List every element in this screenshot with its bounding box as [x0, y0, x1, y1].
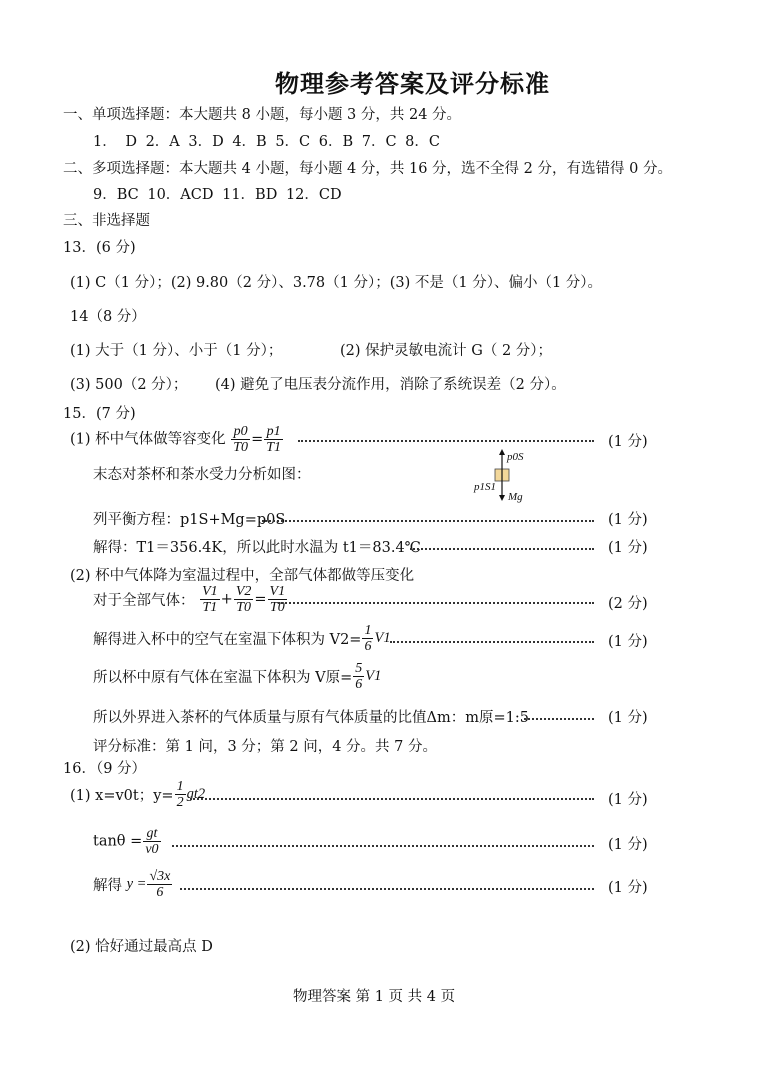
section1-answers: 1． D 2．A 3．D 4．B 5．C 6．B 7．C 8．C [93, 134, 440, 150]
section2-answers: 9．BC 10．ACD 11．BD 12．CD [93, 187, 342, 203]
q15-all-gas-text: 对于全部气体： [93, 593, 195, 609]
q15-enter [93, 623, 391, 654]
q15-all-gas: 对于全部气体： $\frac{V1}{T1}$ + $\frac{V2}{T0}$ = $\frac{V1}{T0}$ [93, 584, 286, 615]
q16-part1-tail: gt2 [186, 786, 206, 802]
score-label: (1 分) [608, 837, 648, 853]
q15-grading: 评分标准：第 1 问，3 分；第 2 问，4 分。共 7 分。 [93, 739, 437, 755]
q15-solve: 解得：T1＝356.4K，所以此时水温为 t1＝83.4℃ [93, 540, 421, 556]
score-label: (1 分) [608, 792, 648, 808]
force-label-bottom: Mg [508, 491, 523, 503]
leader-dots [190, 796, 594, 800]
leader-dots [262, 518, 594, 522]
leader-dots [278, 600, 594, 604]
q15-heading: 15．(7 分) [63, 406, 136, 422]
q15-analysis: 末态对茶杯和茶水受力分析如图： [93, 467, 311, 483]
leader-dots [390, 639, 594, 643]
score-label: (1 分) [608, 434, 648, 450]
force-label-top: p0S [507, 451, 524, 463]
q15-part1: (1) 杯中气体做等容变化 $\frac{p0}{T0}$ = $\frac{p1}{T1}$ [70, 424, 282, 455]
page-footer: 物理答案 第 1 页 共 4 页 [293, 989, 456, 1005]
fraction: $\frac{V1}{T1}$ [202, 584, 218, 615]
section3-heading: 三、非选择题 [63, 213, 150, 229]
q16-part1 [70, 779, 205, 810]
q16-solution [93, 869, 173, 900]
q13-heading: 13．(6 分) [63, 240, 136, 256]
q14-answer-3: (3) 500（2 分）； [70, 377, 188, 393]
q15-balance: 列平衡方程：p1S+Mg=p0S [93, 512, 286, 528]
q15-enter-text: 解得进入杯中的空气在室温下体积为 V2= [93, 632, 362, 648]
q16-heading: 16．（9 分） [63, 761, 147, 777]
q15-part1-text: (1) 杯中气体做等容变化 [70, 431, 226, 448]
q15-ratio: 所以外界进入茶杯的气体质量与原有气体质量的比值Δm：m原=1:5 [93, 710, 529, 726]
q15-orig-tail: V1 [365, 668, 382, 684]
q16-part1-text: (1) x=v0t；y= [70, 788, 174, 804]
fraction: $\frac{p0}{T0}$ [233, 424, 249, 455]
score-label: (1 分) [608, 512, 648, 528]
fraction: $\frac{1}{2}$ [176, 779, 184, 810]
fraction: $\frac{V2}{T0}$ [235, 584, 252, 615]
score-label: (1 分) [608, 880, 648, 896]
fraction: $\frac{√3x}{6}$ [149, 869, 171, 900]
section1-heading: 一、单项选择题：本大题共 8 小题，每小题 3 分，共 24 分。 [63, 107, 462, 123]
q16-solution-text: 解得 [93, 878, 122, 894]
q16-tan-text: tanθ = [93, 833, 143, 850]
q15-orig [93, 661, 381, 692]
q15-orig-text: 所以杯中原有气体在室温下体积为 V原= [93, 670, 353, 686]
fraction: $\frac{5}{6}$ [355, 661, 363, 692]
score-label: (1 分) [608, 710, 648, 726]
score-label: (2 分) [608, 596, 648, 612]
fraction: $\frac{p1}{T1}$ [266, 424, 282, 455]
q14-answer-1: (1) 大于（1 分）、小于（1 分）； [70, 343, 283, 359]
score-label: (1 分) [608, 540, 648, 556]
force-diagram [470, 447, 540, 507]
q15-enter-tail: V1 [374, 630, 391, 646]
leader-dots [180, 886, 594, 890]
fraction: $\frac{gt}{v0}$ [145, 826, 159, 857]
q13-answer: (1) C（1 分）；(2) 9.80（2 分）、3.78（1 分）；(3) 不是（1 分）、偏小（1 分）。 [70, 275, 603, 291]
q15-part2: (2) 杯中气体降为室温过程中，全部气体都做等压变化 [70, 568, 415, 584]
score-label: (1 分) [608, 634, 648, 650]
q14-answer-4: (4) 避免了电压表分流作用，消除了系统误差（2 分）。 [215, 377, 566, 393]
fraction: $\frac{V1}{T0}$ [269, 584, 286, 615]
section2-heading: 二、多项选择题：本大题共 4 小题，每小题 4 分，共 16 分，选不全得 2 分，有选错得 0 分。 [63, 161, 672, 177]
leader-dots [298, 438, 594, 442]
leader-dots [410, 546, 594, 550]
fraction: $\frac{1}{6}$ [364, 623, 372, 654]
q16-part2: (2) 恰好通过最高点 D [70, 939, 213, 955]
q16-solution-lhs: y = [126, 876, 147, 892]
leader-dots [172, 843, 594, 847]
leader-dots [524, 716, 594, 720]
force-diagram-svg [470, 447, 540, 507]
page-title: 物理参考答案及评分标准 [275, 69, 550, 98]
force-label-left: p1S1 [474, 481, 496, 493]
q16-tan [93, 826, 162, 857]
q14-answer-2: (2) 保护灵敏电流计 G（ 2 分）； [340, 343, 553, 359]
q14-heading: 14（8 分） [70, 309, 146, 325]
